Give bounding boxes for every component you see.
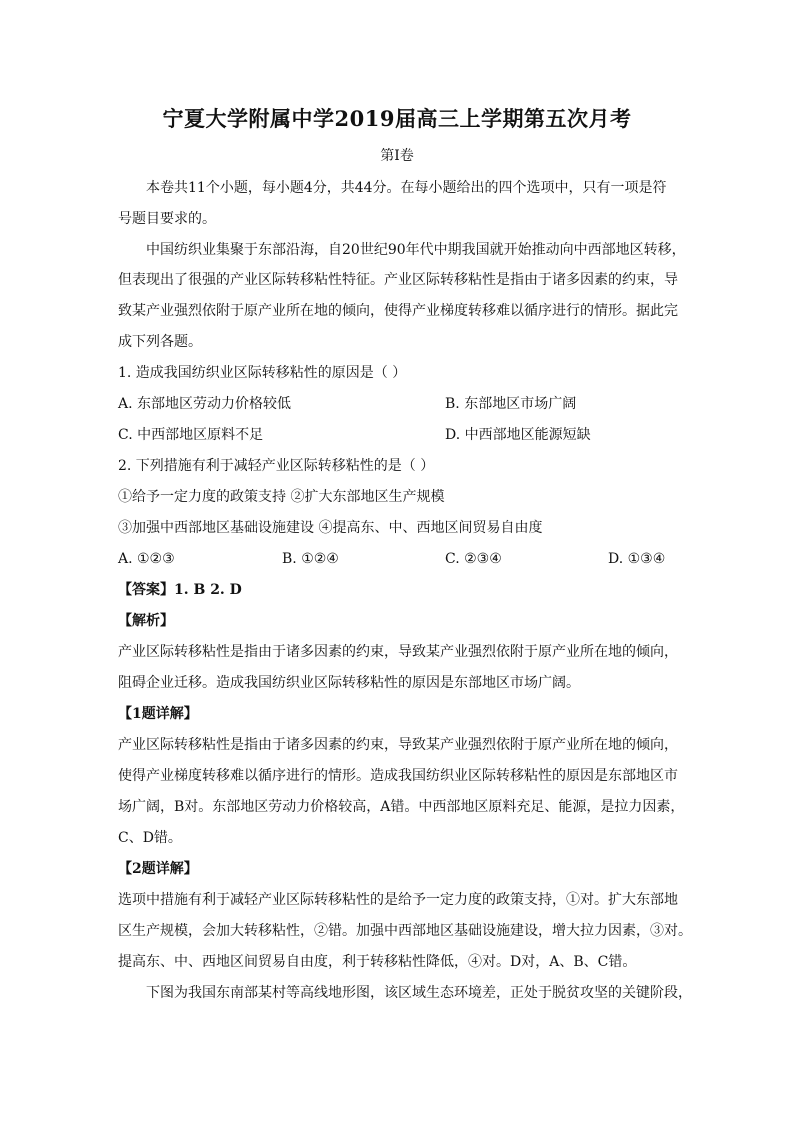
q2-option-d: D. ①③④ [608, 551, 666, 567]
passage-line: 致某产业强烈依附于原产业所在地的倾向，使得产业梯度转移难以循序进行的情形。据此完 [118, 303, 678, 319]
detail-2-line: 提高东、中、西地区间贸易自由度，利于转移粘性降低，④对。D对，A、B、C错。 [118, 954, 637, 970]
q1-option-a: A. 东部地区劳动力价格较低 [118, 396, 292, 412]
detail-2-heading: 【2题详解】 [118, 861, 198, 877]
next-passage-line: 下图为我国东南部某村等高线地形图，该区域生态环境差，正处于脱贫攻坚的关键阶段， [146, 985, 692, 1001]
detail-1-line: C、D错。 [118, 830, 182, 846]
analysis-heading: 【解析】 [118, 613, 174, 629]
analysis-line: 阻碍企业迁移。造成我国纺织业区际转移粘性的原因是东部地区市场广阔。 [118, 675, 580, 691]
q2-item-line: ①给予一定力度的政策支持 ②扩大东部地区生产规模 [118, 489, 445, 505]
detail-1-line: 产业区际转移粘性是指由于诸多因素的约束，导致某产业强烈依附于原产业所在地的倾向， [118, 737, 678, 753]
q1-option-b: B. 东部地区市场广阔 [445, 396, 577, 412]
section-title: 第I卷 [380, 148, 414, 164]
detail-2-line: 选项中措施有利于减轻产业区际转移粘性的是给予一定力度的政策支持，①对。扩大东部地 [118, 892, 678, 908]
q1-option-d: D. 中西部地区能源短缺 [445, 427, 591, 443]
instructions-line: 号题目要求的。 [118, 211, 216, 227]
analysis-line: 产业区际转移粘性是指由于诸多因素的约束，导致某产业强烈依附于原产业所在地的倾向， [118, 644, 678, 660]
passage-line: 成下列各题。 [118, 334, 202, 350]
q2-option-a: A. ①②③ [118, 551, 175, 567]
detail-1-heading: 【1题详解】 [118, 706, 198, 722]
question-1-stem: 1. 造成我国纺织业区际转移粘性的原因是（ ） [118, 365, 407, 381]
passage-line: 但表现出了很强的产业区际转移粘性特征。产业区际转移粘性是指由于诸多因素的约束，导 [118, 272, 678, 288]
detail-1-line: 场广阔，B对。东部地区劳动力价格较高，A错。中西部地区原料充足、能源，是拉力因素， [118, 799, 685, 815]
passage-line: 中国纺织业集聚于东部沿海，自20世纪90年代中期我国就开始推动向中西部地区转移， [146, 242, 686, 258]
q2-item-line: ③加强中西部地区基础设施建设 ④提高东、中、西地区间贸易自由度 [118, 520, 543, 536]
instructions-line: 本卷共11个小题，每小题4分，共44分。在每小题给出的四个选项中，只有一项是符 [146, 180, 667, 196]
q2-option-b: B. ①②④ [282, 551, 339, 567]
page-title: 宁夏大学附属中学2019届高三上学期第五次月考 [162, 106, 632, 131]
question-2-stem: 2. 下列措施有利于减轻产业区际转移粘性的是（ ） [118, 458, 435, 474]
detail-2-line: 区生产规模，会加大转移粘性，②错。加强中西部地区基础设施建设，增大拉力因素，③对。 [118, 923, 692, 939]
answer-line: 【答案】1. B 2. D [118, 582, 242, 598]
q1-option-c: C. 中西部地区原料不足 [118, 427, 264, 443]
detail-1-line: 使得产业梯度转移难以循序进行的情形。造成我国纺织业区际转移粘性的原因是东部地区市 [118, 768, 678, 784]
q2-option-c: C. ②③④ [445, 551, 502, 567]
